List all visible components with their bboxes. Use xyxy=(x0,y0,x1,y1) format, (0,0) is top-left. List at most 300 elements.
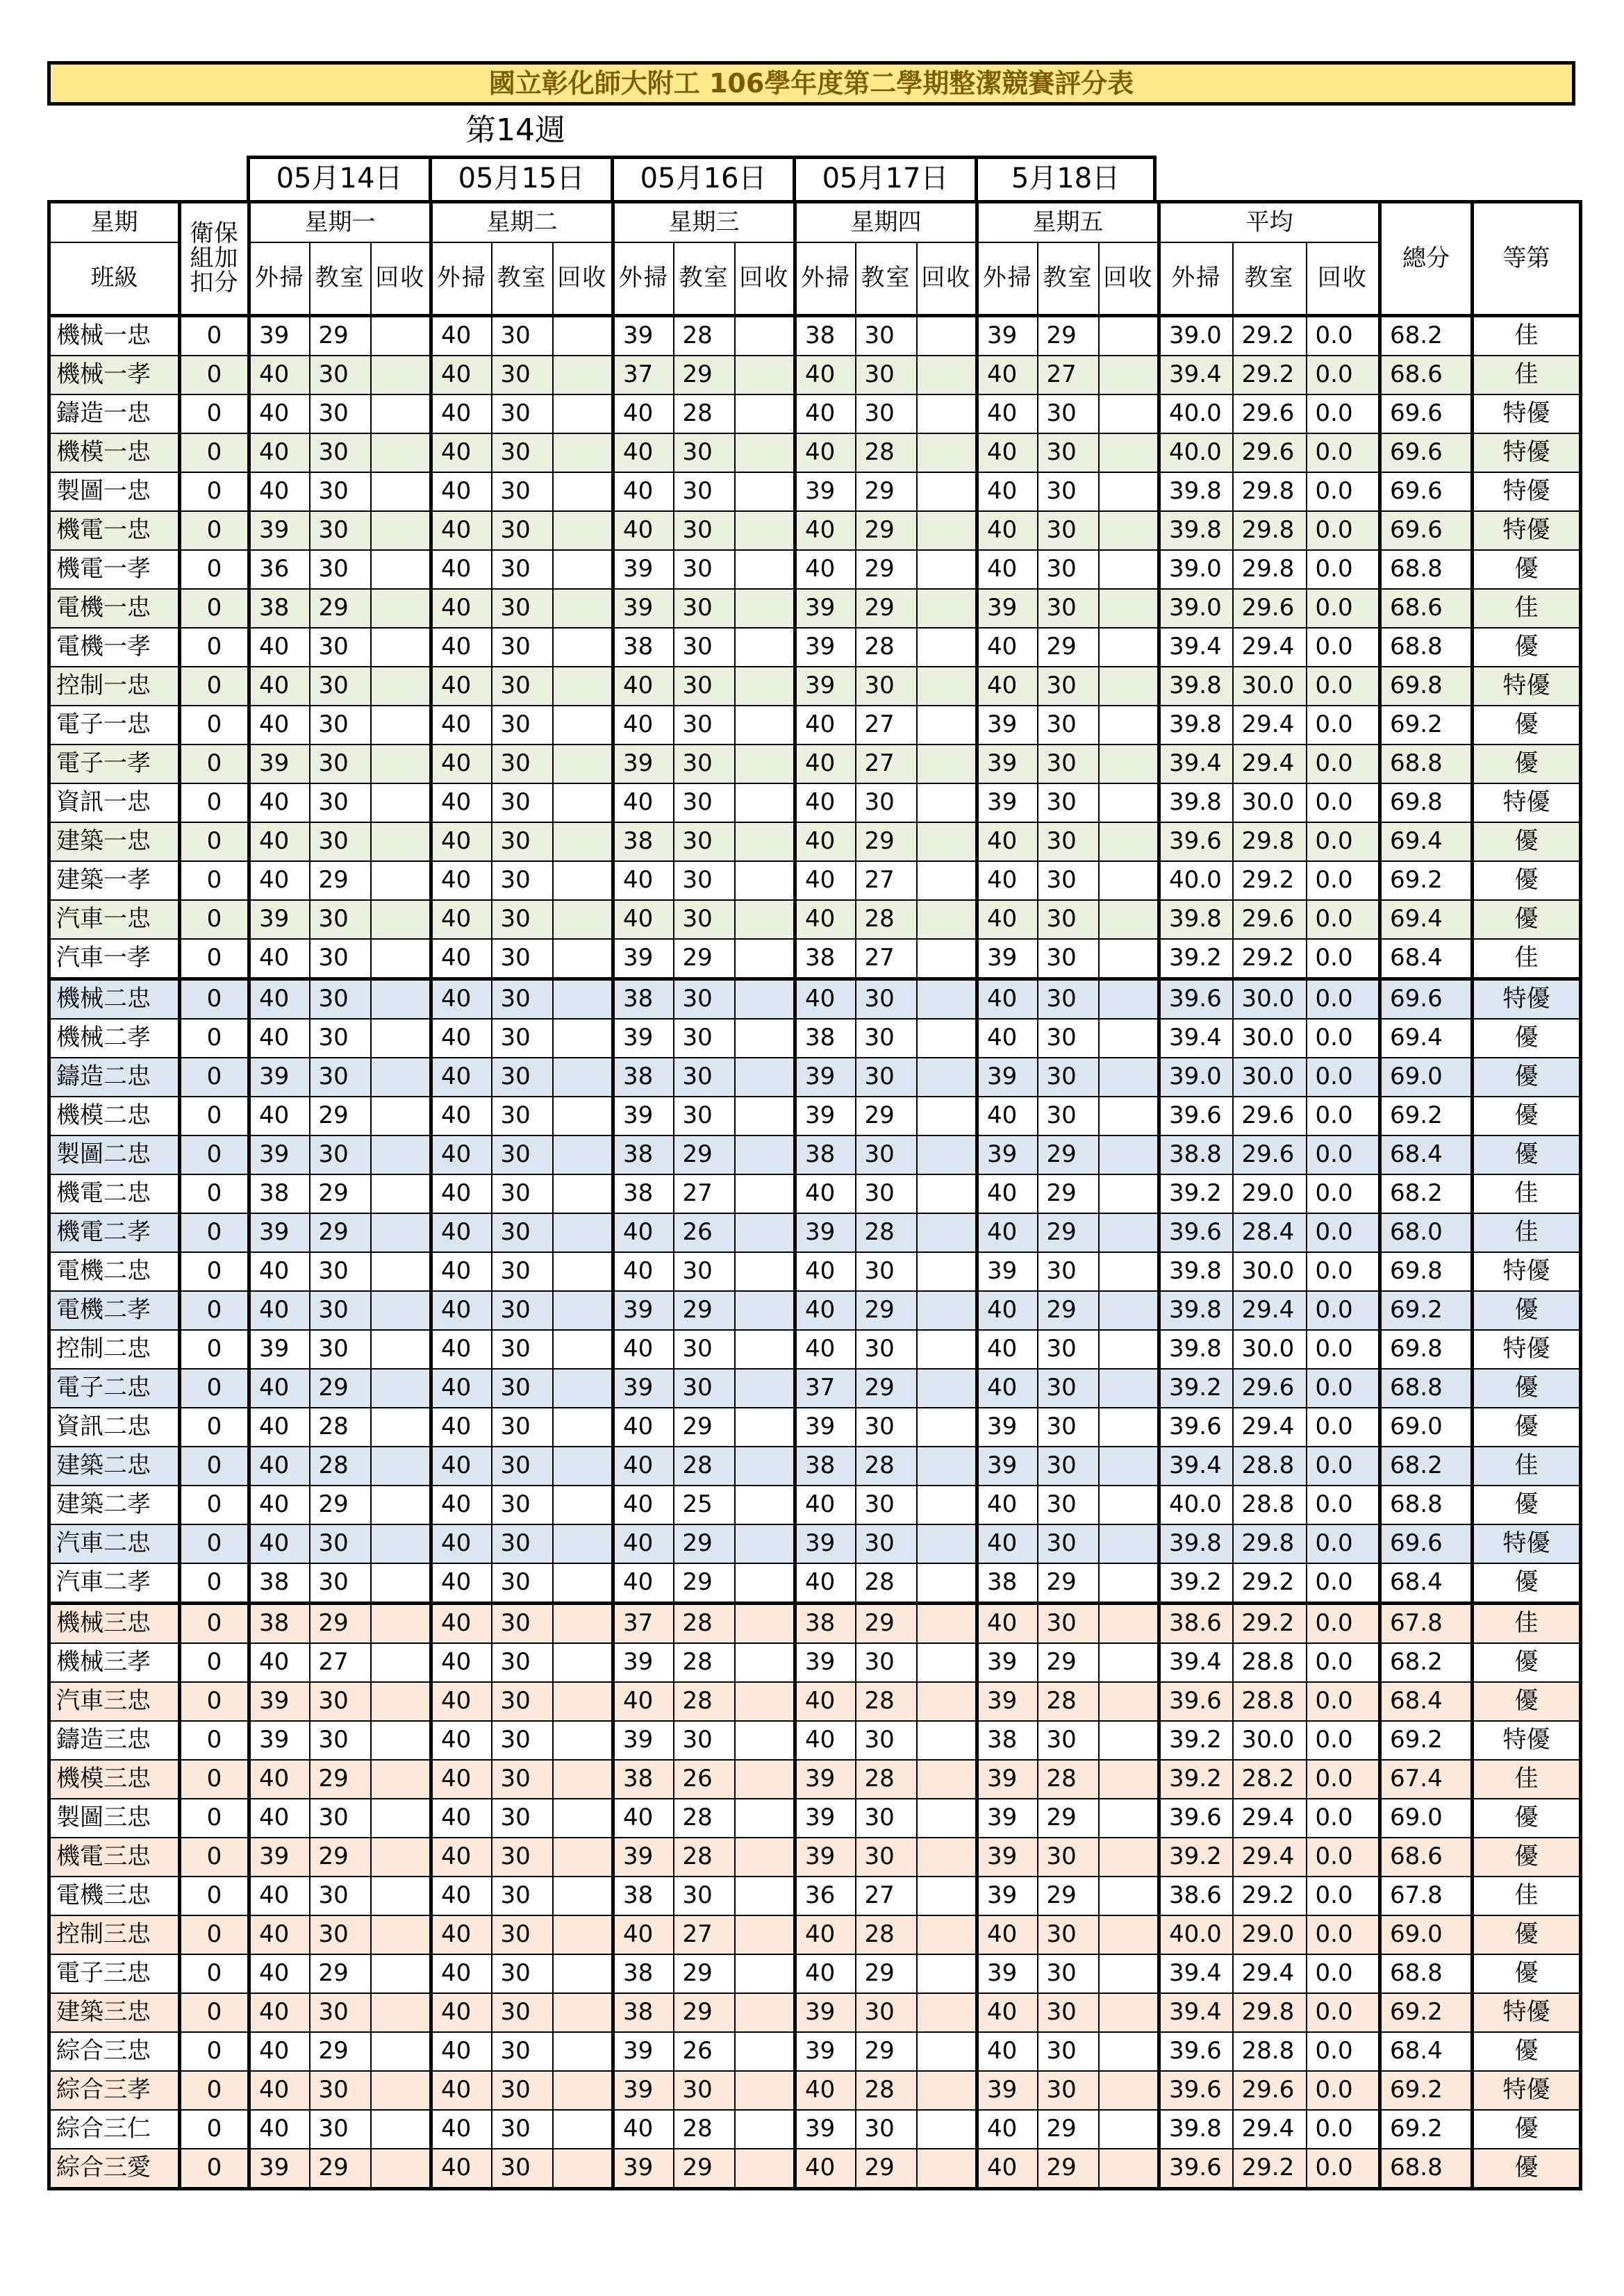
outdoor-score-cell: 40 xyxy=(431,939,492,979)
classroom-score-cell: 30 xyxy=(492,1915,553,1954)
outdoor-score-cell: 40 xyxy=(431,822,492,861)
recycle-score-cell xyxy=(553,472,613,511)
rank-cell: 優 xyxy=(1473,1486,1581,1524)
classroom-score-cell: 29 xyxy=(856,1097,917,1135)
classroom-score-cell: 30 xyxy=(492,1486,553,1524)
outdoor-score-cell: 40 xyxy=(431,900,492,939)
recycle-score-cell xyxy=(553,900,613,939)
recycle-score-cell xyxy=(371,1058,431,1097)
avg-recycle-cell: 0.0 xyxy=(1307,2149,1380,2189)
date-thu: 05月17日 xyxy=(793,159,975,200)
table-row xyxy=(49,1954,1581,1993)
outdoor-score-cell: 40 xyxy=(431,1291,492,1330)
classroom-score-cell: 30 xyxy=(1038,783,1099,822)
classroom-score-cell: 29 xyxy=(856,1954,917,1993)
avg-recycle-cell: 0.0 xyxy=(1307,472,1380,511)
avg-outdoor-cell: 39.8 xyxy=(1159,472,1233,511)
classroom-score-cell: 27 xyxy=(856,744,917,783)
recycle-score-cell xyxy=(917,1213,977,1252)
classroom-score-cell: 30 xyxy=(492,1135,553,1174)
outdoor-score-cell: 40 xyxy=(977,2149,1038,2189)
recycle-score-cell xyxy=(735,356,795,394)
deduct-cell: 0 xyxy=(180,1563,249,1604)
recycle-score-cell xyxy=(1099,1058,1159,1097)
subheader-fri-classroom: 教室 xyxy=(1038,242,1099,316)
recycle-score-cell xyxy=(1099,1369,1159,1408)
classroom-score-cell: 30 xyxy=(674,822,735,861)
classroom-score-cell: 30 xyxy=(856,667,917,706)
outdoor-score-cell: 40 xyxy=(431,394,492,433)
rank-cell: 佳 xyxy=(1473,1760,1581,1799)
recycle-score-cell xyxy=(917,316,977,356)
classroom-score-cell: 29 xyxy=(674,1524,735,1563)
outdoor-score-cell: 40 xyxy=(249,1915,310,1954)
avg-recycle-cell: 0.0 xyxy=(1307,1682,1380,1721)
recycle-score-cell xyxy=(1099,1838,1159,1877)
avg-outdoor-cell: 39.6 xyxy=(1159,2149,1233,2189)
table-row xyxy=(49,1447,1581,1486)
outdoor-score-cell: 39 xyxy=(249,1682,310,1721)
outdoor-score-cell: 39 xyxy=(613,939,674,979)
outdoor-score-cell: 40 xyxy=(977,1524,1038,1563)
outdoor-score-cell: 39 xyxy=(613,1097,674,1135)
deduct-cell: 0 xyxy=(180,628,249,667)
outdoor-score-cell: 40 xyxy=(249,1369,310,1408)
table-row xyxy=(49,1877,1581,1915)
outdoor-score-cell: 38 xyxy=(249,589,310,628)
subheader-avg-recycle: 回收 xyxy=(1307,242,1380,316)
recycle-score-cell xyxy=(735,2071,795,2110)
outdoor-score-cell: 40 xyxy=(795,2071,856,2110)
classroom-score-cell: 30 xyxy=(674,2071,735,2110)
outdoor-score-cell: 40 xyxy=(977,1369,1038,1408)
classroom-score-cell: 30 xyxy=(1038,394,1099,433)
total-cell: 69.8 xyxy=(1380,1330,1473,1369)
recycle-score-cell xyxy=(371,822,431,861)
avg-outdoor-cell: 38.6 xyxy=(1159,1877,1233,1915)
rank-cell: 佳 xyxy=(1473,1213,1581,1252)
classroom-score-cell: 30 xyxy=(1038,1993,1099,2032)
outdoor-score-cell: 39 xyxy=(795,1524,856,1563)
classroom-score-cell: 30 xyxy=(492,356,553,394)
class-name-cell: 機械二忠 xyxy=(49,979,180,1020)
recycle-score-cell xyxy=(1099,744,1159,783)
class-name-cell: 資訊一忠 xyxy=(49,783,180,822)
avg-outdoor-cell: 39.2 xyxy=(1159,1174,1233,1213)
table-row xyxy=(49,356,1581,394)
recycle-score-cell xyxy=(1099,1954,1159,1993)
subheader-wed-recycle: 回收 xyxy=(735,242,795,316)
avg-outdoor-cell: 39.6 xyxy=(1159,822,1233,861)
classroom-score-cell: 29 xyxy=(1038,2149,1099,2189)
recycle-score-cell xyxy=(1099,2110,1159,2149)
class-name-cell: 機電三忠 xyxy=(49,1838,180,1877)
total-cell: 69.4 xyxy=(1380,900,1473,939)
recycle-score-cell xyxy=(735,1915,795,1954)
outdoor-score-cell: 38 xyxy=(795,1447,856,1486)
recycle-score-cell xyxy=(553,706,613,744)
avg-classroom-cell: 30.0 xyxy=(1233,1330,1307,1369)
deduct-cell: 0 xyxy=(180,1447,249,1486)
recycle-score-cell xyxy=(371,2149,431,2189)
outdoor-score-cell: 39 xyxy=(249,1330,310,1369)
rank-cell: 優 xyxy=(1473,1799,1581,1838)
avg-classroom-cell: 29.4 xyxy=(1233,628,1307,667)
outdoor-score-cell: 40 xyxy=(431,783,492,822)
recycle-score-cell xyxy=(1099,1330,1159,1369)
outdoor-score-cell: 40 xyxy=(249,1408,310,1447)
avg-classroom-cell: 29.6 xyxy=(1233,1097,1307,1135)
recycle-score-cell xyxy=(371,394,431,433)
classroom-score-cell: 30 xyxy=(1038,1721,1099,1760)
classroom-score-cell: 30 xyxy=(492,1643,553,1682)
deduct-cell: 0 xyxy=(180,1643,249,1682)
recycle-score-cell xyxy=(371,1524,431,1563)
classroom-score-cell: 30 xyxy=(1038,861,1099,900)
classroom-score-cell: 28 xyxy=(674,2110,735,2149)
outdoor-score-cell: 39 xyxy=(977,783,1038,822)
avg-classroom-cell: 29.6 xyxy=(1233,900,1307,939)
avg-outdoor-cell: 39.2 xyxy=(1159,939,1233,979)
avg-classroom-cell: 29.8 xyxy=(1233,472,1307,511)
outdoor-score-cell: 40 xyxy=(795,900,856,939)
recycle-score-cell xyxy=(917,356,977,394)
classroom-score-cell: 30 xyxy=(856,1135,917,1174)
outdoor-score-cell: 40 xyxy=(249,979,310,1020)
recycle-score-cell xyxy=(1099,1174,1159,1213)
table-row xyxy=(49,706,1581,744)
deduct-cell: 0 xyxy=(180,1213,249,1252)
classroom-score-cell: 30 xyxy=(674,1019,735,1058)
classroom-score-cell: 29 xyxy=(310,1838,371,1877)
avg-outdoor-cell: 39.4 xyxy=(1159,1447,1233,1486)
recycle-score-cell xyxy=(371,1408,431,1447)
outdoor-score-cell: 38 xyxy=(795,1135,856,1174)
avg-outdoor-cell: 38.6 xyxy=(1159,1604,1233,1644)
outdoor-score-cell: 38 xyxy=(613,1760,674,1799)
recycle-score-cell xyxy=(735,900,795,939)
table-row xyxy=(49,1369,1581,1408)
avg-recycle-cell: 0.0 xyxy=(1307,356,1380,394)
recycle-score-cell xyxy=(553,2110,613,2149)
avg-outdoor-cell: 39.8 xyxy=(1159,706,1233,744)
avg-recycle-cell: 0.0 xyxy=(1307,1174,1380,1213)
classroom-score-cell: 29 xyxy=(1038,1135,1099,1174)
outdoor-score-cell: 39 xyxy=(249,744,310,783)
classroom-score-cell: 29 xyxy=(310,316,371,356)
class-name-cell: 機電二忠 xyxy=(49,1174,180,1213)
recycle-score-cell xyxy=(553,2071,613,2110)
outdoor-score-cell: 38 xyxy=(613,1135,674,1174)
outdoor-score-cell: 40 xyxy=(431,1019,492,1058)
outdoor-score-cell: 39 xyxy=(977,1408,1038,1447)
subheader-wed-classroom: 教室 xyxy=(674,242,735,316)
deduct-cell: 0 xyxy=(180,822,249,861)
classroom-score-cell: 30 xyxy=(856,783,917,822)
classroom-score-cell: 30 xyxy=(674,667,735,706)
avg-recycle-cell: 0.0 xyxy=(1307,2110,1380,2149)
outdoor-score-cell: 39 xyxy=(977,1954,1038,1993)
outdoor-score-cell: 39 xyxy=(795,1838,856,1877)
classroom-score-cell: 30 xyxy=(674,1252,735,1291)
classroom-score-cell: 30 xyxy=(492,1252,553,1291)
outdoor-score-cell: 40 xyxy=(613,900,674,939)
outdoor-score-cell: 40 xyxy=(977,1993,1038,2032)
recycle-score-cell xyxy=(1099,1760,1159,1799)
outdoor-score-cell: 39 xyxy=(613,316,674,356)
classroom-score-cell: 30 xyxy=(856,1838,917,1877)
outdoor-score-cell: 39 xyxy=(249,1838,310,1877)
classroom-score-cell: 30 xyxy=(310,979,371,1020)
classroom-score-cell: 29 xyxy=(310,2032,371,2071)
avg-recycle-cell: 0.0 xyxy=(1307,589,1380,628)
classroom-score-cell: 28 xyxy=(674,394,735,433)
recycle-score-cell xyxy=(553,1563,613,1604)
avg-recycle-cell: 0.0 xyxy=(1307,394,1380,433)
recycle-score-cell xyxy=(553,1019,613,1058)
classroom-score-cell: 30 xyxy=(856,1058,917,1097)
outdoor-score-cell: 40 xyxy=(249,939,310,979)
table-row xyxy=(49,2071,1581,2110)
outdoor-score-cell: 39 xyxy=(613,589,674,628)
avg-recycle-cell: 0.0 xyxy=(1307,1954,1380,1993)
total-cell: 68.2 xyxy=(1380,1174,1473,1213)
total-cell: 69.2 xyxy=(1380,1993,1473,2032)
classroom-score-cell: 27 xyxy=(856,706,917,744)
rank-cell: 優 xyxy=(1473,1563,1581,1604)
total-cell: 68.4 xyxy=(1380,2032,1473,2071)
classroom-score-cell: 30 xyxy=(310,900,371,939)
classroom-score-cell: 29 xyxy=(856,822,917,861)
recycle-score-cell xyxy=(553,2032,613,2071)
classroom-score-cell: 30 xyxy=(492,1993,553,2032)
recycle-score-cell xyxy=(735,1135,795,1174)
classroom-score-cell: 30 xyxy=(492,1369,553,1408)
avg-classroom-cell: 29.8 xyxy=(1233,1993,1307,2032)
outdoor-score-cell: 40 xyxy=(249,394,310,433)
rank-cell: 佳 xyxy=(1473,356,1581,394)
outdoor-score-cell: 40 xyxy=(249,1447,310,1486)
recycle-score-cell xyxy=(553,1330,613,1369)
recycle-score-cell xyxy=(917,1097,977,1135)
outdoor-score-cell: 38 xyxy=(977,1721,1038,1760)
total-cell: 68.6 xyxy=(1380,589,1473,628)
classroom-score-cell: 30 xyxy=(492,706,553,744)
outdoor-score-cell: 40 xyxy=(795,822,856,861)
rank-cell: 優 xyxy=(1473,1135,1581,1174)
recycle-score-cell xyxy=(735,1643,795,1682)
classroom-score-cell: 29 xyxy=(1038,1563,1099,1604)
outdoor-score-cell: 40 xyxy=(795,433,856,472)
recycle-score-cell xyxy=(371,2110,431,2149)
avg-outdoor-cell: 39.2 xyxy=(1159,1721,1233,1760)
recycle-score-cell xyxy=(1099,1097,1159,1135)
recycle-score-cell xyxy=(1099,1643,1159,1682)
rank-cell: 優 xyxy=(1473,1058,1581,1097)
avg-recycle-cell: 0.0 xyxy=(1307,1213,1380,1252)
rank-cell: 優 xyxy=(1473,2110,1581,2149)
class-name-cell: 汽車一忠 xyxy=(49,900,180,939)
outdoor-score-cell: 40 xyxy=(249,1524,310,1563)
rank-cell: 優 xyxy=(1473,1291,1581,1330)
recycle-score-cell xyxy=(917,1760,977,1799)
classroom-score-cell: 25 xyxy=(674,1486,735,1524)
classroom-score-cell: 30 xyxy=(1038,511,1099,550)
recycle-score-cell xyxy=(553,511,613,550)
outdoor-score-cell: 40 xyxy=(249,1097,310,1135)
recycle-score-cell xyxy=(553,2149,613,2189)
deduct-cell: 0 xyxy=(180,900,249,939)
classroom-score-cell: 30 xyxy=(674,783,735,822)
classroom-score-cell: 30 xyxy=(310,2110,371,2149)
classroom-score-cell: 30 xyxy=(856,1643,917,1682)
classroom-score-cell: 29 xyxy=(1038,1877,1099,1915)
recycle-score-cell xyxy=(1099,511,1159,550)
classroom-score-cell: 30 xyxy=(492,1330,553,1369)
avg-recycle-cell: 0.0 xyxy=(1307,550,1380,589)
recycle-score-cell xyxy=(1099,900,1159,939)
recycle-score-cell xyxy=(371,1563,431,1604)
classroom-score-cell: 27 xyxy=(310,1643,371,1682)
outdoor-score-cell: 40 xyxy=(431,628,492,667)
avg-classroom-cell: 29.4 xyxy=(1233,706,1307,744)
rank-cell: 特優 xyxy=(1473,1993,1581,2032)
classroom-score-cell: 30 xyxy=(1038,979,1099,1020)
outdoor-score-cell: 38 xyxy=(977,1563,1038,1604)
recycle-score-cell xyxy=(553,861,613,900)
classroom-score-cell: 30 xyxy=(492,1563,553,1604)
classroom-score-cell: 30 xyxy=(492,900,553,939)
classroom-score-cell: 29 xyxy=(674,1291,735,1330)
outdoor-score-cell: 39 xyxy=(795,589,856,628)
recycle-score-cell xyxy=(735,472,795,511)
outdoor-score-cell: 40 xyxy=(431,1447,492,1486)
rank-cell: 佳 xyxy=(1473,589,1581,628)
avg-recycle-cell: 0.0 xyxy=(1307,1369,1380,1408)
subheader-wed-outdoor: 外掃 xyxy=(613,242,674,316)
outdoor-score-cell: 40 xyxy=(431,1993,492,2032)
recycle-score-cell xyxy=(1099,550,1159,589)
avg-outdoor-cell: 39.2 xyxy=(1159,1369,1233,1408)
outdoor-score-cell: 39 xyxy=(977,1058,1038,1097)
outdoor-score-cell: 40 xyxy=(431,1369,492,1408)
table-row xyxy=(49,394,1581,433)
outdoor-score-cell: 39 xyxy=(977,1877,1038,1915)
recycle-score-cell xyxy=(371,1877,431,1915)
outdoor-score-cell: 40 xyxy=(977,1291,1038,1330)
recycle-score-cell xyxy=(371,783,431,822)
classroom-score-cell: 30 xyxy=(674,861,735,900)
rank-cell: 特優 xyxy=(1473,1524,1581,1563)
recycle-score-cell xyxy=(553,1174,613,1213)
recycle-score-cell xyxy=(917,706,977,744)
recycle-score-cell xyxy=(553,1954,613,1993)
outdoor-score-cell: 40 xyxy=(431,1408,492,1447)
recycle-score-cell xyxy=(735,744,795,783)
recycle-score-cell xyxy=(735,1524,795,1563)
recycle-score-cell xyxy=(553,1524,613,1563)
outdoor-score-cell: 40 xyxy=(977,1915,1038,1954)
recycle-score-cell xyxy=(1099,628,1159,667)
avg-recycle-cell: 0.0 xyxy=(1307,1330,1380,1369)
recycle-score-cell xyxy=(735,2149,795,2189)
date-wed: 05月16日 xyxy=(611,159,793,200)
classroom-score-cell: 30 xyxy=(492,1019,553,1058)
outdoor-score-cell: 39 xyxy=(249,900,310,939)
classroom-score-cell: 30 xyxy=(492,1799,553,1838)
avg-classroom-cell: 29.8 xyxy=(1233,822,1307,861)
total-cell: 69.2 xyxy=(1380,1097,1473,1135)
outdoor-score-cell: 39 xyxy=(249,2149,310,2189)
outdoor-score-cell: 39 xyxy=(977,316,1038,356)
outdoor-score-cell: 40 xyxy=(249,783,310,822)
outdoor-score-cell: 40 xyxy=(431,1799,492,1838)
classroom-score-cell: 28 xyxy=(1038,1760,1099,1799)
outdoor-score-cell: 40 xyxy=(431,511,492,550)
outdoor-score-cell: 40 xyxy=(613,1486,674,1524)
deduct-cell: 0 xyxy=(180,394,249,433)
total-cell: 69.8 xyxy=(1380,1252,1473,1291)
avg-recycle-cell: 0.0 xyxy=(1307,1447,1380,1486)
classroom-score-cell: 30 xyxy=(1038,1486,1099,1524)
recycle-score-cell xyxy=(735,1682,795,1721)
classroom-score-cell: 29 xyxy=(674,1993,735,2032)
avg-recycle-cell: 0.0 xyxy=(1307,1252,1380,1291)
table-row xyxy=(49,822,1581,861)
table-row xyxy=(49,589,1581,628)
recycle-score-cell xyxy=(917,1369,977,1408)
classroom-score-cell: 28 xyxy=(856,1213,917,1252)
classroom-score-cell: 28 xyxy=(856,1447,917,1486)
recycle-score-cell xyxy=(917,822,977,861)
classroom-score-cell: 30 xyxy=(856,316,917,356)
total-cell: 69.6 xyxy=(1380,511,1473,550)
avg-classroom-cell: 29.4 xyxy=(1233,1408,1307,1447)
outdoor-score-cell: 39 xyxy=(613,1291,674,1330)
classroom-score-cell: 28 xyxy=(674,1682,735,1721)
recycle-score-cell xyxy=(735,1604,795,1644)
total-cell: 67.8 xyxy=(1380,1877,1473,1915)
outdoor-score-cell: 40 xyxy=(795,1915,856,1954)
outdoor-score-cell: 37 xyxy=(613,356,674,394)
classroom-score-cell: 30 xyxy=(1038,433,1099,472)
classroom-score-cell: 30 xyxy=(1038,744,1099,783)
avg-outdoor-cell: 40.0 xyxy=(1159,1915,1233,1954)
class-name-cell: 電子三忠 xyxy=(49,1954,180,1993)
recycle-score-cell xyxy=(553,356,613,394)
recycle-score-cell xyxy=(917,628,977,667)
deduct-cell: 0 xyxy=(180,706,249,744)
classroom-score-cell: 30 xyxy=(674,1058,735,1097)
table-row xyxy=(49,433,1581,472)
recycle-score-cell xyxy=(917,1486,977,1524)
rank-cell: 特優 xyxy=(1473,472,1581,511)
outdoor-score-cell: 40 xyxy=(795,783,856,822)
recycle-score-cell xyxy=(1099,1291,1159,1330)
recycle-score-cell xyxy=(371,939,431,979)
classroom-score-cell: 29 xyxy=(1038,1213,1099,1252)
recycle-score-cell xyxy=(371,589,431,628)
recycle-score-cell xyxy=(917,1643,977,1682)
recycle-score-cell xyxy=(371,550,431,589)
avg-classroom-cell: 29.8 xyxy=(1233,550,1307,589)
recycle-score-cell xyxy=(735,1058,795,1097)
avg-recycle-cell: 0.0 xyxy=(1307,1604,1380,1644)
week-label: 第14週 xyxy=(465,113,565,148)
recycle-score-cell xyxy=(917,1563,977,1604)
avg-outdoor-cell: 39.6 xyxy=(1159,1408,1233,1447)
classroom-score-cell: 30 xyxy=(492,2149,553,2189)
